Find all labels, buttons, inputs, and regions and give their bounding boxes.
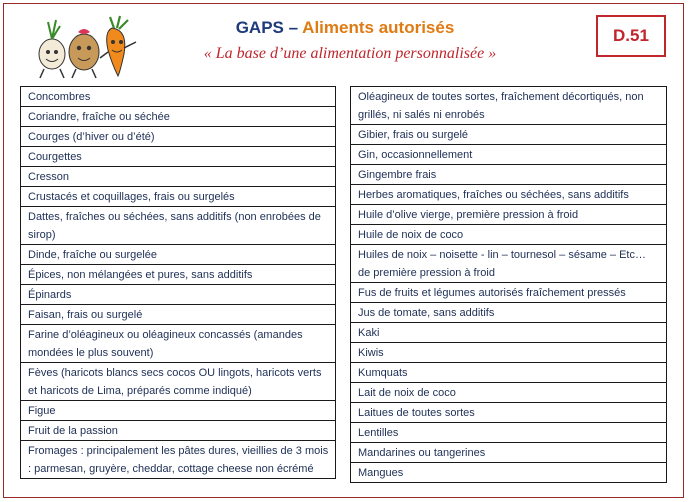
food-list-left (20, 86, 336, 479)
title-dash: – (283, 18, 303, 37)
list-item: Farine d’oléagineux ou oléagineux concassés (amandes mondées le plus souvent) (21, 325, 335, 363)
list-item: Cresson (21, 167, 335, 187)
list-item: Huile d’olive vierge, première pression à froid (351, 205, 666, 225)
list-item: Concombres (21, 87, 335, 107)
list-item: Gingembre frais (351, 165, 666, 185)
list-item: Kiwis (351, 343, 666, 363)
list-item: Huiles de noix – noisette - lin – tournesol – sésame – Etc… de première pression à froid (351, 245, 666, 283)
list-item: Mangues (351, 463, 666, 483)
list-item: Dattes, fraîches ou séchées, sans additifs (non enrobées de sirop) (21, 207, 335, 245)
list-item: Gin, occasionnellement (351, 145, 666, 165)
list-item: Épices, non mélangées et pures, sans additifs (21, 265, 335, 285)
list-item: Jus de tomate, sans additifs (351, 303, 666, 323)
list-item: Fus de fruits et légumes autorisés fraîchement pressés (351, 283, 666, 303)
food-list-right (350, 86, 667, 483)
list-item: Fromages : principalement les pâtes dures, vieillies de 3 mois : parmesan, gruyère, cheddar, cottage cheese non écrémé (21, 441, 335, 479)
title-main: GAPS (235, 18, 284, 37)
list-item: Crustacés et coquillages, frais ou surgelés (21, 187, 335, 207)
list-item: Dinde, fraîche ou surgelée (21, 245, 335, 265)
list-item: Épinards (21, 285, 335, 305)
page-title (150, 18, 540, 38)
list-item: Gibier, frais ou surgelé (351, 125, 666, 145)
vegetable-mascots-icon (32, 14, 142, 80)
list-item: Kumquats (351, 363, 666, 383)
list-item: Herbes aromatiques, fraîches ou séchées, sans additifs (351, 185, 666, 205)
list-item: Fèves (haricots blancs secs cocos OU lingots, haricots verts et haricots de Lima, préparés comme indiqué) (21, 363, 335, 401)
list-item: Kaki (351, 323, 666, 343)
list-item: Mandarines ou tangerines (351, 443, 666, 463)
list-item: Figue (21, 401, 335, 421)
title-accent: Aliments autorisés (302, 18, 455, 37)
document-code-badge: D.51 (596, 15, 666, 57)
list-item: Laitues de toutes sortes (351, 403, 666, 423)
list-item: Lentilles (351, 423, 666, 443)
list-item: Lait de noix de coco (351, 383, 666, 403)
list-item: Coriandre, fraîche ou séchée (21, 107, 335, 127)
list-item: Faisan, frais ou surgelé (21, 305, 335, 325)
list-item: Huile de noix de coco (351, 225, 666, 245)
list-item: Courgettes (21, 147, 335, 167)
list-item: Courges (d’hiver ou d’été) (21, 127, 335, 147)
list-item: Fruit de la passion (21, 421, 335, 441)
list-item: Oléagineux de toutes sortes, fraîchement décortiqués, non grillés, ni salés ni enrobés (351, 87, 666, 125)
page-subtitle: « La base d’une alimentation personnalisée » (203, 45, 497, 62)
